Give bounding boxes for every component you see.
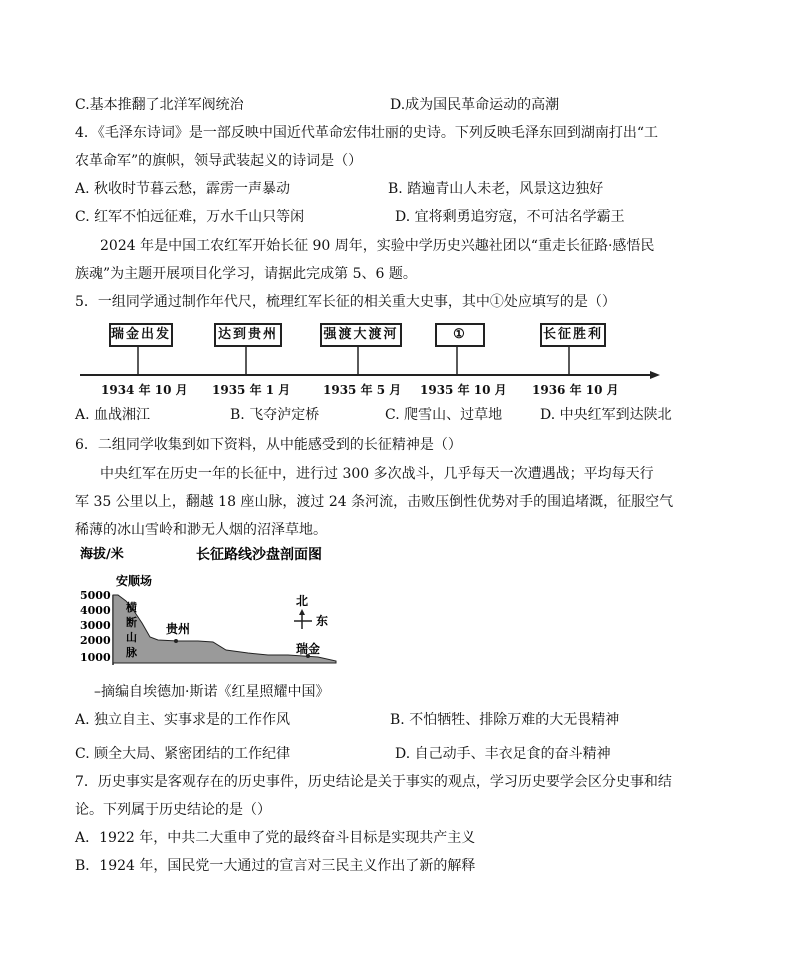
chart-label-anshunchang: 安顺场 bbox=[116, 574, 153, 588]
q5-option-b: B. 飞夺泸定桥 bbox=[230, 407, 320, 423]
timeline-date-4: 1935 年 10 月 bbox=[420, 383, 507, 397]
chart-label-mountain-4: 脉 bbox=[126, 646, 137, 659]
q7-option-b: B．1924 年，国民党一大通过的宣言对三民主义作出了新的解释 bbox=[75, 858, 476, 874]
q6-source: –摘编自埃德加·斯诺《红星照耀中国》 bbox=[94, 684, 330, 700]
compass-north-label: 北 bbox=[296, 594, 309, 608]
q4-option-c: C. 红军不怕远征难，万水千山只等闲 bbox=[75, 209, 305, 225]
q3-option-c: C.基本推翻了北洋军阀统治 bbox=[75, 97, 244, 113]
chart-tick-1000: 1000 bbox=[80, 651, 111, 664]
chart-title: 长征路线沙盘剖面图 bbox=[196, 547, 322, 563]
q7-stem-line2: 论。下列属于历史结论的是（） bbox=[75, 802, 271, 818]
q4-stem-line2: 农革命军”的旗帜，领导武装起义的诗词是（） bbox=[75, 153, 363, 169]
timeline-event-2: 达到贵州 bbox=[214, 323, 282, 347]
timeline-date-2: 1935 年 1 月 bbox=[212, 383, 291, 397]
q4-stem-line1: 4．《毛泽东诗词》是一部反映中国近代革命宏伟壮丽的史诗。下列反映毛泽东回到湖南打出“工 bbox=[75, 125, 659, 141]
q6-option-c: C. 顾全大局、紧密团结的工作纪律 bbox=[75, 746, 291, 762]
chart-tick-2000: 2000 bbox=[80, 634, 111, 647]
long-march-profile-chart bbox=[78, 545, 348, 670]
chart-y-axis-label: 海拔/米 bbox=[80, 547, 124, 562]
timeline-date-1: 1934 年 10 月 bbox=[101, 383, 188, 397]
intro-line2: 族魂”为主题开展项目化学习，请据此完成第 5、6 题。 bbox=[75, 266, 417, 282]
q5-option-d: D. 中央红军到达陕北 bbox=[540, 407, 672, 423]
chart-tick-4000: 4000 bbox=[80, 604, 111, 617]
timeline-event-5: 长征胜利 bbox=[540, 323, 606, 347]
q4-option-a: A. 秋收时节暮云愁，霹雳一声暴动 bbox=[75, 181, 291, 197]
q6-para-line2: 军 35 公里以上，翻越 18 座山脉，渡过 24 条河流，击败压倒性优势对手的围追堵溉，征服空气 bbox=[75, 494, 674, 510]
q6-option-a: A. 独立自主、实事求是的工作作风 bbox=[75, 712, 291, 728]
chart-label-ruijin: 瑞金 bbox=[296, 642, 321, 656]
chart-tick-3000: 3000 bbox=[80, 619, 111, 632]
chart-label-mountain-1: 横 bbox=[126, 601, 137, 614]
q4-option-b: B. 踏遍青山人未老，风景这边独好 bbox=[388, 181, 604, 197]
chart-label-mountain-3: 山 bbox=[126, 631, 137, 644]
chart-label-guizhou: 贵州 bbox=[166, 622, 191, 636]
q6-option-d: D. 自己动手、丰衣足食的奋斗精神 bbox=[395, 746, 611, 762]
timeline-date-3: 1935 年 5 月 bbox=[323, 383, 402, 397]
q4-option-d: D. 宜将剩勇追穷寇，不可沽名学霸王 bbox=[395, 209, 625, 225]
q6-option-b: B. 不怕牺牲、排除万难的大无畏精神 bbox=[390, 712, 620, 728]
timeline-event-1: 瑞金出发 bbox=[109, 323, 173, 347]
q5-stem: 5．一组同学通过制作年代尺，梳理红军长征的相关重大史事，其中①处应填写的是（） bbox=[75, 294, 616, 310]
q6-para-line1: 中央红军在历史一年的长征中，进行过 300 多次战斗，几乎每天一次遭遇战；平均每天行 bbox=[100, 466, 654, 482]
q5-option-a: A. 血战湘江 bbox=[75, 407, 151, 423]
q7-option-a: A．1922 年，中共二大重申了党的最终奋斗目标是实现共产主义 bbox=[75, 830, 476, 846]
q7-stem-line1: 7．历史事实是客观存在的历史事件，历史结论是关于事实的观点，学习历史要学会区分史事和结 bbox=[75, 774, 672, 790]
timeline-date-5: 1936 年 10 月 bbox=[532, 383, 619, 397]
compass-icon bbox=[294, 609, 312, 629]
q6-stem: 6．二组同学收集到如下资料，从中能感受到的长征精神是（） bbox=[75, 437, 462, 453]
compass-east-label: 东 bbox=[316, 614, 329, 628]
q5-option-c: C. 爬雪山、过草地 bbox=[385, 407, 503, 423]
chart-label-mountain-2: 断 bbox=[126, 616, 137, 629]
intro-line1: 2024 年是中国工农红军开始长征 90 周年，实验中学历史兴趣社团以“重走长征路·感悟民 bbox=[100, 238, 655, 254]
q6-para-line3: 稀薄的冰山雪岭和渺无人烟的沼泽草地。 bbox=[75, 522, 327, 538]
chart-tick-5000: 5000 bbox=[80, 589, 111, 602]
q3-option-d: D.成为国民革命运动的高潮 bbox=[390, 97, 560, 113]
timeline-event-4: ① bbox=[435, 323, 485, 347]
timeline-event-3: 强渡大渡河 bbox=[320, 323, 402, 347]
